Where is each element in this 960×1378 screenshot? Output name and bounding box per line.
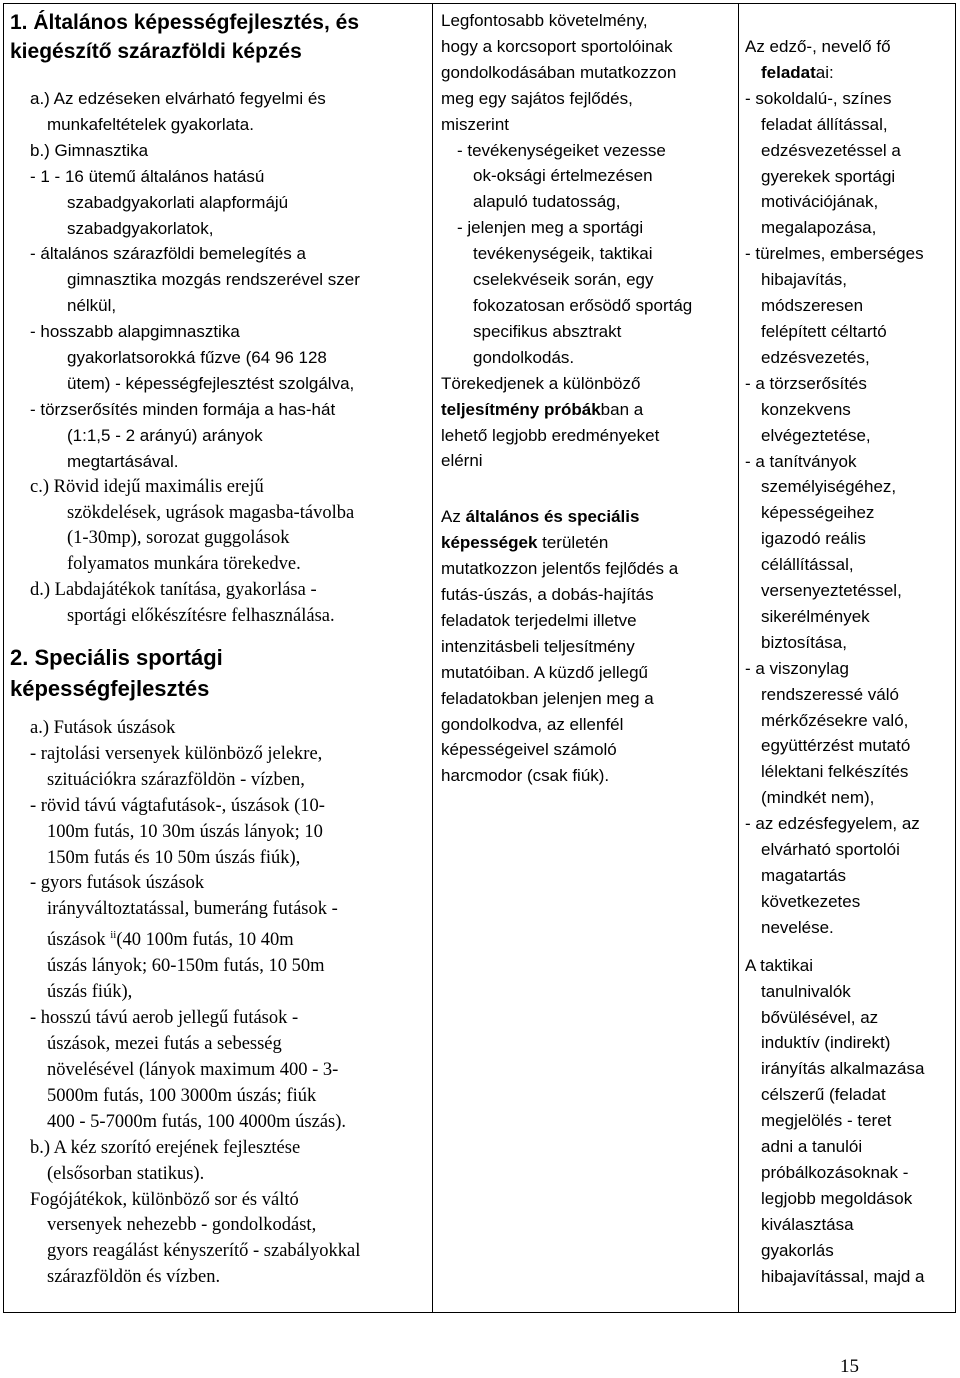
text-line: miszerint: [441, 114, 510, 134]
text-line: Törekedjenek a különböző: [441, 373, 641, 393]
text-line: gyakorlás: [761, 1240, 834, 1260]
bold-term: általános és speciális: [465, 507, 640, 527]
text-line: feladat állítással,: [761, 114, 888, 134]
text-line: ok-oksági értelmezésen: [473, 166, 653, 186]
column-exercises: [10, 8, 430, 1291]
text-line: tevékenységeik, taktikai: [473, 244, 653, 264]
section-heading-2: 2. Speciális sportági képességfejlesztés: [10, 645, 223, 702]
text-line: cselekvéseik során, egy: [473, 270, 654, 290]
text-line: motivációjának,: [761, 192, 879, 212]
text-line: - általános szárazföldi bemelegítés a: [30, 244, 306, 264]
text-line: bővülésével, az: [761, 1007, 879, 1027]
text-line: kiválasztása: [761, 1214, 854, 1234]
text-line: biztosítása,: [761, 632, 847, 652]
text-line: - rajtolási versenyek különböző jelekre,: [30, 743, 323, 764]
text-line: képességeihez: [761, 503, 875, 523]
text-line: folyamatos munkára törekedve.: [67, 554, 301, 575]
text-line: meg egy sajátos fejlődés,: [441, 88, 633, 108]
text-line: - a törzserősítés: [745, 373, 867, 393]
text-line: versenyeztetéssel,: [761, 581, 902, 601]
text-fragment: területén: [537, 533, 609, 553]
text-line: c.) Rövid idejű maximális erejű: [30, 476, 264, 497]
text-line: együttérzést mutató: [761, 736, 911, 756]
text-fragment: ban a: [600, 399, 644, 419]
text-line: b.) A kéz szorító erejének fejlesztése: [30, 1137, 301, 1158]
text-line: elvárható sportolói: [761, 840, 900, 860]
text-line: gondolkodva, az ellenfél: [441, 714, 624, 734]
text-line: szituációkra szárazföldön - vízben,: [47, 769, 305, 790]
text-line: gondolkodásában mutatkozzon: [441, 62, 677, 82]
text-line: a.) Az edzéseken elvárható fegyelmi és: [30, 89, 326, 108]
text-line: személyiségéhez,: [761, 477, 897, 497]
text-line: - a tanítványok: [745, 451, 857, 471]
text-line: lehető legjobb eredményeket: [441, 425, 660, 445]
text-line: gimnasztika mozgás rendszerével szer: [67, 270, 360, 290]
text-line: nevelése.: [761, 917, 834, 937]
text-line: konzekvens: [761, 399, 851, 419]
text-line: megalapozása,: [761, 218, 877, 238]
text-line: (1:1,5 - 2 arányú) arányok: [67, 425, 263, 445]
text-line: futás-úszás, a dobás-hajítás: [441, 585, 654, 605]
text-line: mutatóiban. A küzdő jellegű: [441, 662, 648, 682]
text-line: [441, 504, 741, 530]
text-line: szabadgyakorlati alapformájú: [67, 192, 289, 212]
text-line: (elsősorban statikus).: [47, 1163, 205, 1184]
text-line: - rövid távú vágtafutások-, úszások (10-: [30, 795, 325, 816]
text-line: edzésvezetés,: [761, 347, 870, 367]
text-line: mutatkozzon jelentős fejlődés a: [441, 559, 679, 579]
text-fragment: (40 100m futás, 10 40m: [116, 930, 294, 951]
text-line: megjelölés - teret: [761, 1111, 892, 1131]
text-line: növelésével (lányok maximum 400 - 3-: [47, 1059, 339, 1080]
text-line: 400 - 5-7000m futás, 100 4000m úszás).: [47, 1111, 347, 1132]
text-line: felépített céltartó: [761, 321, 887, 341]
footnote-mark: ii: [110, 929, 117, 942]
text-line: - sokoldalú-, színes: [745, 88, 892, 108]
text-line: célállítással,: [761, 555, 854, 575]
text-line: [441, 397, 741, 423]
text-line: célszerű (feladat: [761, 1085, 886, 1105]
text-line: szökdelések, ugrások magasba-távolba: [67, 502, 355, 523]
text-line: - törzserősítés minden formája a has-hát: [30, 399, 336, 419]
text-line: Az edző-, nevelő fő: [745, 37, 891, 56]
text-line: következetes: [761, 891, 861, 911]
bold-term: feladat: [761, 62, 816, 82]
text-line: [10, 923, 430, 954]
text-line: - jelenjen meg a sportági: [457, 218, 644, 238]
text-line: irányítás alkalmazása: [761, 1059, 925, 1079]
text-line: hibajavítás,: [761, 270, 847, 290]
text-line: ütem) - képességfejlesztést szolgálva,: [67, 373, 355, 393]
text-line: gyakorlatsorokká fűzve (64 96 128: [67, 348, 327, 368]
text-line: igazodó reális: [761, 529, 866, 549]
text-line: - türelmes, emberséges: [745, 244, 924, 264]
text-line: feladatok terjedelmi illetve: [441, 610, 637, 630]
content-table: [3, 3, 956, 1313]
text-line: képességeivel számoló: [441, 740, 617, 760]
text-line: megtartásával.: [67, 451, 179, 471]
text-fragment: Az: [441, 507, 466, 527]
text-line: d.) Labdajátékok tanítása, gyakorlása -: [30, 580, 317, 601]
text-line: - gyors futások úszások: [30, 873, 205, 894]
text-line: Fogójátékok, különböző sor és váltó: [30, 1189, 299, 1210]
text-line: sikerélmények: [761, 606, 870, 626]
text-line: harcmodor (csak fiúk).: [441, 766, 610, 786]
text-line: magatartás: [761, 866, 847, 885]
text-line: versenyek nehezebb - gondolkodást,: [47, 1215, 317, 1236]
column-coach-tasks: [745, 8, 957, 1290]
text-line: (mindkét nem),: [761, 788, 875, 808]
text-line: próbálkozásoknak -: [761, 1162, 909, 1182]
text-line: tanulnivalók: [761, 981, 851, 1001]
text-line: elvégeztetése,: [761, 425, 871, 445]
text-line: gondolkodás.: [473, 347, 575, 367]
text-line: úszás lányok; 60-150m futás, 10 50m: [47, 956, 325, 977]
text-line: a.) Futások úszások: [30, 718, 176, 739]
text-line: 100m futás, 10 30m úszás lányok; 10: [47, 821, 323, 842]
text-line: hogy a korcsoport sportolóinak: [441, 36, 673, 56]
text-line: szárazföldön és vízben.: [47, 1267, 221, 1288]
text-line: adni a tanulói: [761, 1137, 863, 1157]
text-line: úszás fiúk),: [47, 982, 133, 1003]
text-fragment: ai:: [815, 62, 834, 82]
text-line: b.) Gimnasztika: [30, 140, 149, 160]
text-line: [441, 530, 741, 556]
text-line: rendszeressé váló: [761, 684, 899, 704]
text-line: feladatokban jelenjen meg a: [441, 688, 654, 708]
text-line: gyors reagálást kényszerítő - szabályokkal: [47, 1241, 361, 1262]
page-number: 15: [840, 1356, 859, 1377]
text-line: munkafeltételek gyakorlata.: [47, 114, 254, 134]
text-line: mérkőzésekre való,: [761, 710, 909, 730]
text-line: sportági előkészítésre felhasználása.: [67, 606, 335, 627]
text-line: úszások, mezei futás a sebesség: [47, 1034, 282, 1055]
text-line: elérni: [441, 451, 483, 471]
text-fragment: úszások: [47, 930, 111, 951]
text-line: - az edzésfegyelem, az: [745, 814, 920, 834]
text-line: Legfontosabb követelmény,: [441, 11, 648, 30]
text-line: - 1 - 16 ütemű általános hatású: [30, 166, 265, 186]
text-line: legjobb megoldások: [761, 1188, 913, 1208]
text-line: edzésvezetéssel a: [761, 140, 901, 160]
text-line: A taktikai: [745, 955, 814, 975]
text-line: fokozatosan erősödő sportág: [473, 295, 693, 315]
text-line: alapuló tudatosság,: [473, 192, 621, 212]
text-line: (1-30mp), sorozat guggolások: [67, 528, 290, 549]
text-line: [745, 60, 957, 86]
text-line: intenzitásbeli teljesítmény: [441, 636, 635, 656]
text-line: gyerekek sportági: [761, 166, 896, 186]
text-line: szabadgyakorlatok,: [67, 218, 214, 238]
text-line: - hosszabb alapgimnasztika: [30, 322, 240, 342]
text-line: induktív (indirekt): [761, 1033, 891, 1053]
section-heading-1: 1. Általános képességfejlesztés, és kiegészítő szárazföldi képzés: [10, 11, 360, 63]
bold-term: képességek: [441, 533, 538, 553]
text-line: nélkül,: [67, 296, 117, 316]
column-divider-1: [432, 4, 433, 1312]
bold-term: teljesítmény próbák: [441, 399, 601, 419]
text-line: - a viszonylag: [745, 658, 849, 678]
text-line: hibajavítással, majd a: [761, 1266, 925, 1286]
text-line: - tevékenységeiket vezesse: [457, 140, 666, 160]
text-line: 150m futás és 10 50m úszás fiúk),: [47, 847, 301, 868]
text-line: módszeresen: [761, 296, 864, 316]
text-line: lélektani felkészítés: [761, 762, 909, 782]
text-line: irányváltoztatással, bumeráng futások -: [47, 899, 338, 920]
text-line: - hosszú távú aerob jellegű futások -: [30, 1008, 299, 1029]
column-requirements: [441, 8, 741, 789]
text-line: 5000m futás, 100 3000m úszás; fiúk: [47, 1085, 317, 1106]
text-line: specifikus absztrakt: [473, 321, 622, 341]
